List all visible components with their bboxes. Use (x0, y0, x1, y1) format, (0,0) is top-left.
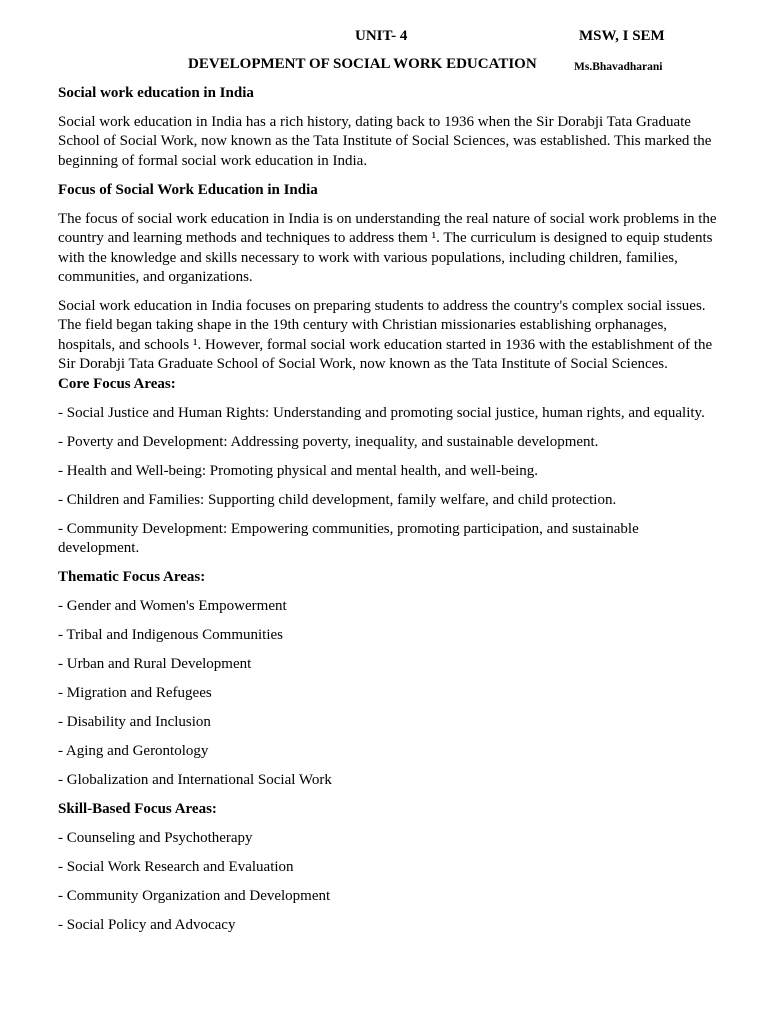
list-item: - Social Policy and Advocacy (58, 917, 236, 934)
list-item: - Poverty and Development: Addressing poverty, inequality, and sustainable development. (58, 433, 599, 450)
list-item: - Social Work Research and Evaluation (58, 859, 294, 876)
list-item: - Disability and Inclusion (58, 714, 211, 731)
list-item: - Counseling and Psychotherapy (58, 830, 253, 847)
list-item: - Community Organization and Development (58, 888, 331, 905)
paragraph-focus: The focus of social work education in India is on understanding the real nature of social work problems in the country and learning methods and techniques to address them ¹. The curriculum is designed to equip students with the knowledge and skills necessary to work with various populations, including children, families, communities, and organizations. (58, 210, 717, 286)
document-title: DEVELOPMENT OF SOCIAL WORK EDUCATION (188, 56, 537, 72)
semester-label: MSW, I SEM (579, 28, 665, 44)
section-heading-core-focus: Core Focus Areas: (58, 375, 176, 392)
core-focus-list (58, 404, 720, 559)
list-item: - Community Development: Empowering communities, promoting participation, and sustainable development. (58, 520, 639, 557)
list-item: - Children and Families: Supporting child development, family welfare, and child protection. (58, 491, 617, 508)
section-heading-skill-focus: Skill-Based Focus Areas: (58, 801, 217, 818)
unit-label: UNIT- 4 (355, 28, 408, 44)
list-item: - Gender and Women's Empowerment (58, 598, 287, 615)
paragraph-complex-issues: Social work education in India focuses on preparing students to address the country's complex social issues. The field began taking shape in the 19th century with Christian missionaries establishing orphanages, hospitals, and schools ¹. However, formal social work education started in 1936 with the establishment of the Sir Dorabji Tata Graduate School of Social Work, now known as the Tata Institute of Social Sciences. (58, 298, 713, 373)
section-heading-thematic-focus: Thematic Focus Areas: (58, 569, 206, 586)
author-name: Ms.Bhavadharani (574, 61, 663, 73)
list-item: - Social Justice and Human Rights: Understanding and promoting social justice, human rights, and equality. (58, 404, 705, 421)
paragraph-history: Social work education in India has a rich history, dating back to 1936 when the Sir Dorabji Tata Graduate School of Social Work, now known as the Tata Institute of Social Sciences, was established. This marked the beginning of formal social work education in India. (58, 114, 712, 169)
skill-focus-list (58, 829, 720, 935)
list-item: - Globalization and International Social Work (58, 772, 332, 789)
list-item: - Tribal and Indigenous Communities (58, 627, 283, 644)
section-heading-education-in-india: Social work education in India (58, 85, 254, 101)
thematic-focus-list (58, 597, 720, 790)
section-heading-focus: Focus of Social Work Education in India (58, 181, 318, 198)
document-body (58, 84, 720, 945)
list-item: - Health and Well-being: Promoting physical and mental health, and well-being. (58, 462, 539, 479)
list-item: - Migration and Refugees (58, 685, 212, 702)
list-item: - Aging and Gerontology (58, 743, 209, 760)
list-item: - Urban and Rural Development (58, 656, 252, 673)
